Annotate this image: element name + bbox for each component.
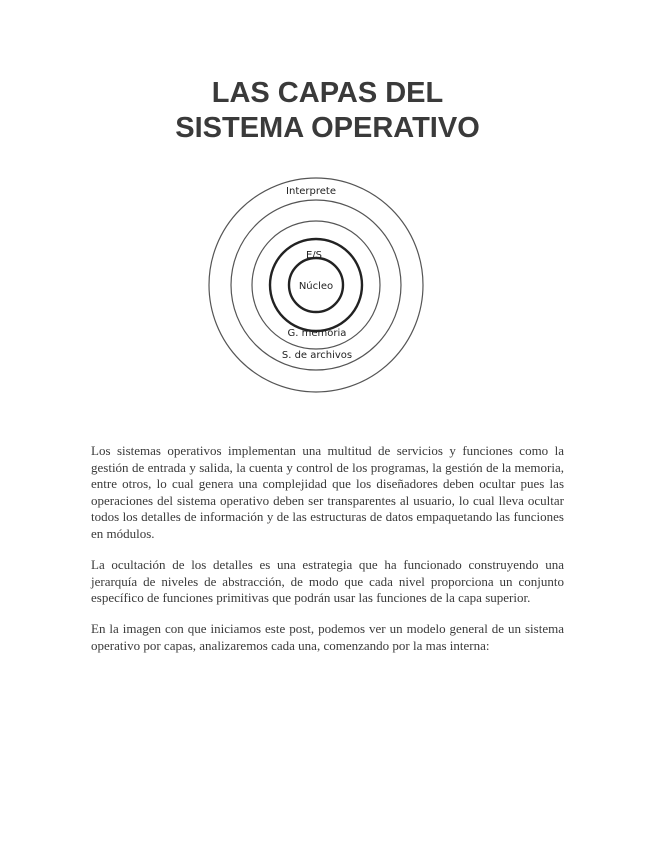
page-title-line-2: SISTEMA OPERATIVO [175, 112, 480, 144]
interpreter-label: Interprete [286, 186, 336, 197]
paragraph-2: La ocultación de los detalles es una estrategia que ha funcionado construyendo una jerarquía de niveles de abstracción, de modo que cada nivel proporciona un conjunto específico de funciones primitivas que podrán usar las funciones de la capa superior. [91, 557, 564, 606]
io-label: E/S [305, 250, 323, 261]
files-label: S. de archivos [281, 350, 353, 361]
os-layers-diagram [0, 0, 655, 420]
memory-label: G. memoria [287, 328, 347, 339]
core-label: Núcleo [298, 281, 334, 292]
paragraph-1: Los sistemas operativos implementan una multitud de servicios y funciones como la gestión de entrada y salida, la cuenta y control de los programas, la gestión de la memoria, entre otros, lo cual genera una complejidad que los diseñadores deben ocultar pues las operaciones del sistema operativo deben ser transparentes al usuario, lo cual lleva ocultar todos los detalles de información y de las estructuras de datos empaquetando las funciones en módulos. [91, 443, 564, 541]
page-title-line-1: LAS CAPAS DEL [211, 77, 444, 109]
paragraph-3: En la imagen con que iniciamos este post, podemos ver un modelo general de un sistema operativo por capas, analizaremos cada una, comenzando por la mas interna: [91, 621, 564, 653]
